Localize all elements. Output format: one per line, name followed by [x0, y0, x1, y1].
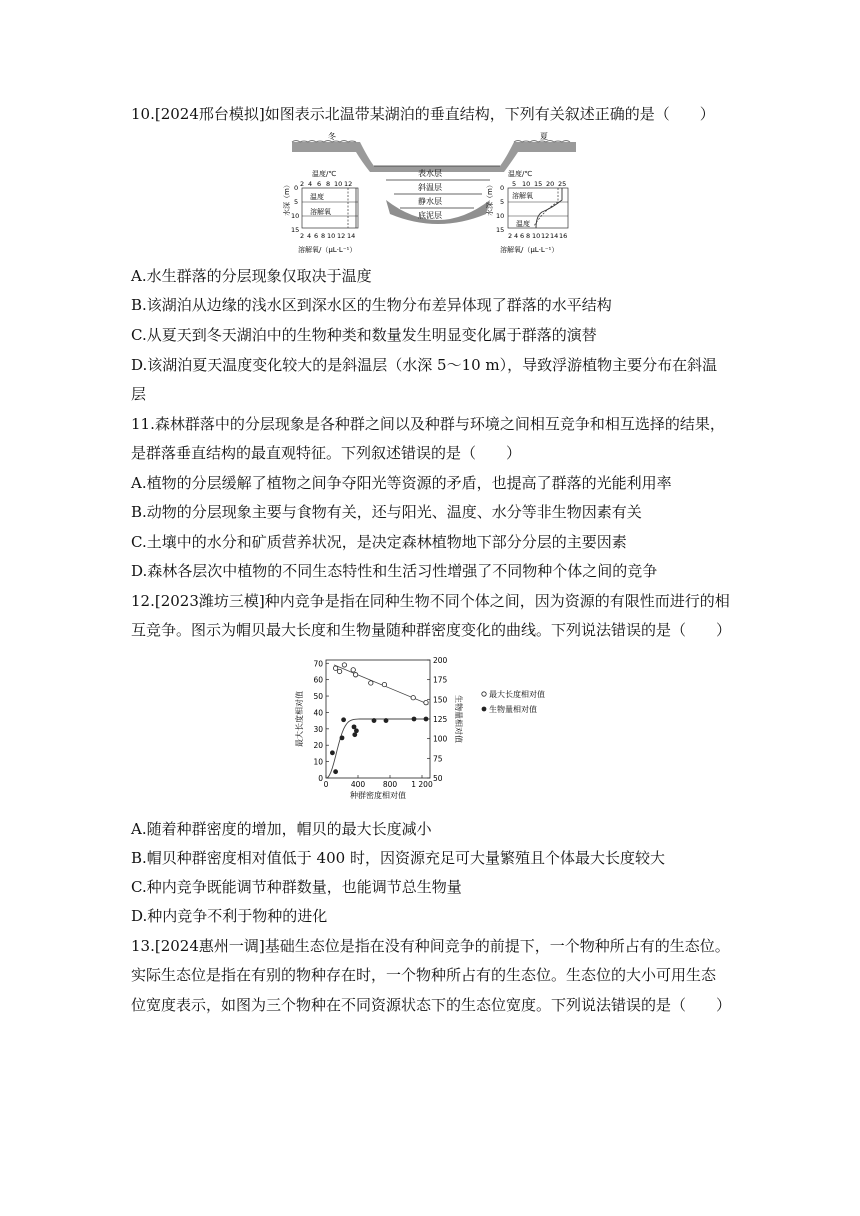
- q13-line3: 位宽度表示，如图为三个物种在不同资源状态下的生态位宽度。下列说法错误的是（ ）: [131, 996, 732, 1014]
- legend-length: 最大长度相对值: [489, 690, 545, 699]
- layer-hypolimnion: 静水层: [418, 197, 442, 206]
- biomass-point: [341, 717, 346, 722]
- q12-stem-line1: 12.[2023潍坊三模]种内竞争是指在同种生物不同个体之间，因为资源的有限性而进行的相: [131, 592, 730, 610]
- q11-stem-line2: 是群落垂直结构的最直观特征。下列叙述错误的是（ ）: [131, 444, 522, 462]
- layer-sediment: 底泥层: [418, 211, 442, 220]
- svg-text:5: 5: [500, 198, 505, 206]
- q11-option-d: D.森林各层次中植物的不同生态特性和生活习性增强了不同物种个体之间的竞争: [131, 562, 658, 580]
- svg-text:8: 8: [526, 232, 531, 240]
- legend-marker-open: [482, 692, 486, 696]
- svg-text:10: 10: [532, 232, 541, 240]
- svg-text:12: 12: [344, 180, 353, 188]
- length-point: [333, 666, 337, 670]
- y-left-tick-label: 70: [313, 659, 323, 669]
- svg-text:5: 5: [512, 180, 517, 188]
- layer-thermocline: 斜温层: [418, 183, 442, 192]
- biomass-point: [330, 750, 335, 755]
- svg-text:4: 4: [308, 180, 313, 188]
- svg-text:15: 15: [534, 180, 543, 188]
- y-right-tick-label: 175: [433, 675, 448, 685]
- svg-text:4: 4: [514, 232, 519, 240]
- right-do-ticks: [508, 232, 567, 240]
- y-left-tick-label: 60: [313, 675, 323, 685]
- svg-text:2: 2: [300, 180, 305, 188]
- limpet-density-chart: [290, 648, 580, 812]
- left-temp-label: 温度: [310, 193, 324, 201]
- x-tick-label: 0: [323, 780, 329, 789]
- y-left-tick-label: 10: [313, 757, 323, 767]
- svg-text:15: 15: [291, 226, 300, 234]
- biomass-point: [333, 769, 338, 774]
- left-temp-ticks: [300, 180, 352, 188]
- summer-label: 夏: [540, 132, 548, 141]
- q13-line2: 实际生态位是指在有别的物种存在时，一个物种所占有的生态位。生态位的大小可用生态: [131, 966, 717, 984]
- q12-option-d: D.种内竞争不利于物种的进化: [131, 907, 328, 925]
- lake-vertical-structure-figure: [283, 130, 578, 258]
- svg-text:8: 8: [326, 180, 331, 188]
- biomass-point: [352, 732, 357, 737]
- length-point: [424, 700, 428, 704]
- left-do-ticks: [300, 232, 355, 240]
- q12-option-c: C.种内竞争既能调节种群数量，也能调节总生物量: [131, 878, 462, 896]
- y-right-tick-label: 75: [433, 754, 443, 764]
- length-point: [353, 673, 357, 677]
- y-left-tick-label: 0: [318, 774, 323, 783]
- y-right-tick-label: 100: [433, 734, 448, 744]
- y-right-tick-label: 125: [433, 715, 448, 724]
- x-tick-label: 800: [382, 780, 398, 789]
- legend-biomass: 生物量相对值: [489, 705, 537, 714]
- svg-text:2: 2: [300, 232, 305, 240]
- svg-text:12: 12: [541, 232, 550, 240]
- svg-text:10: 10: [522, 180, 531, 188]
- y-right-tick-label: 50: [433, 774, 443, 783]
- svg-text:6: 6: [314, 232, 319, 240]
- right-do-axis-label: 溶解氧/（μL·L⁻¹）: [500, 246, 559, 254]
- biomass-point: [412, 717, 417, 722]
- length-point: [369, 681, 373, 685]
- y-left-axis-label: 最大长度相对值: [295, 691, 304, 747]
- x-axis-label: 种群密度相对值: [350, 791, 406, 800]
- y-right-tick-label: 150: [433, 695, 448, 705]
- left-do-axis-label: 溶解氧/（μL·L⁻¹）: [298, 246, 357, 254]
- svg-text:4: 4: [307, 232, 312, 240]
- biomass-curve: [326, 719, 428, 778]
- svg-text:14: 14: [550, 232, 559, 240]
- length-point: [351, 668, 355, 672]
- q11-option-a: A.植物的分层缓解了植物之间争夺阳光等资源的矛盾，也提高了群落的光能利用率: [131, 474, 672, 492]
- svg-text:20: 20: [546, 180, 555, 188]
- q10-option-d-cont: 层: [131, 385, 147, 403]
- y-right-axis-label: 生物量相对值: [454, 695, 463, 743]
- left-depth-ticks: [291, 184, 299, 234]
- chart-legend: [482, 689, 545, 714]
- legend-marker-filled: [482, 707, 487, 712]
- right-depth-axis-label: 水深（m）: [486, 181, 494, 216]
- svg-text:25: 25: [558, 180, 567, 188]
- y-left-tick-label: 20: [313, 741, 323, 751]
- svg-text:2: 2: [508, 232, 513, 240]
- left-depth-axis-label: 水深（m）: [283, 181, 291, 216]
- length-point: [342, 663, 346, 667]
- q13-line1: 13.[2024惠州一调]基础生态位是指在没有种间竞争的前提下，一个物种所占有的生态位。: [131, 937, 730, 955]
- q10-option-c: C.从夏天到冬天湖泊中的生物种类和数量发生明显变化属于群落的演替: [131, 326, 597, 344]
- right-temp-label: 温度: [516, 220, 530, 228]
- length-point: [337, 669, 341, 673]
- x-tick-label: 400: [350, 780, 366, 789]
- svg-text:15: 15: [496, 226, 505, 234]
- q11-option-c: C.土壤中的水分和矿质营养状况，是决定森林植物地下部分分层的主要因素: [131, 533, 627, 551]
- svg-text:10: 10: [327, 232, 336, 240]
- left-temp-axis-label: 温度/℃: [312, 170, 337, 178]
- q12-option-b: B.帽贝种群密度相对值低于 400 时，因资源充足可大量繁殖且个体最大长度较大: [131, 849, 665, 867]
- svg-text:0: 0: [294, 184, 299, 192]
- y-right-tick-label: 200: [433, 656, 448, 665]
- svg-text:6: 6: [317, 180, 322, 188]
- svg-text:14: 14: [347, 232, 356, 240]
- y-left-tick-label: 30: [313, 724, 323, 734]
- right-temp-axis-label: 温度/℃: [508, 170, 533, 178]
- biomass-point: [372, 718, 377, 723]
- x-tick-label: 1 200: [411, 780, 433, 789]
- q12-option-a: A.随着种群密度的增加，帽贝的最大长度减小: [131, 820, 432, 838]
- q11-stem-line1: 11.森林群落中的分层现象是各种群之间以及种群与环境之间相互竞争和相互选择的结果，: [131, 415, 725, 433]
- svg-text:12: 12: [337, 232, 346, 240]
- right-depth-ticks: [496, 184, 504, 234]
- q10-option-a: A.水生群落的分层现象仅取决于温度: [131, 267, 372, 285]
- q11-option-b: B.动物的分层现象主要与食物有关，还与阳光、温度、水分等非生物因素有关: [131, 503, 642, 521]
- svg-text:8: 8: [321, 232, 326, 240]
- biomass-point: [384, 718, 389, 723]
- q12-stem-line2: 互竞争。图示为帽贝最大长度和生物量随种群密度变化的曲线。下列说法错误的是（ ）: [131, 621, 732, 639]
- length-point: [382, 682, 386, 686]
- right-do-label: 溶解氧: [512, 192, 533, 200]
- y-left-tick-label: 40: [313, 708, 323, 718]
- svg-text:10: 10: [496, 212, 505, 220]
- winter-label: 冬: [328, 132, 336, 141]
- svg-text:6: 6: [520, 232, 525, 240]
- svg-text:0: 0: [500, 184, 505, 192]
- y-left-tick-label: 50: [313, 692, 323, 702]
- lake-shore-band: [292, 142, 576, 172]
- right-temp-ticks: [512, 180, 566, 188]
- q10-option-d: D.该湖泊夏天温度变化较大的是斜温层（水深 5～10 m），导致浮游植物主要分布在斜温: [131, 356, 718, 374]
- svg-text:5: 5: [294, 198, 299, 206]
- q10-stem: 10.[2024邢台模拟]如图表示北温带某湖泊的垂直结构，下列有关叙述正确的是（ ）: [131, 105, 715, 123]
- svg-text:10: 10: [334, 180, 343, 188]
- layer-surface: 表水层: [418, 169, 442, 178]
- biomass-point: [424, 717, 429, 722]
- svg-text:16: 16: [559, 232, 568, 240]
- left-do-label: 溶解氧: [310, 208, 331, 216]
- biomass-point: [340, 735, 345, 740]
- length-point: [411, 695, 415, 699]
- svg-text:10: 10: [291, 212, 300, 220]
- q10-option-b: B.该湖泊从边缘的浅水区到深水区的生物分布差异体现了群落的水平结构: [131, 296, 612, 314]
